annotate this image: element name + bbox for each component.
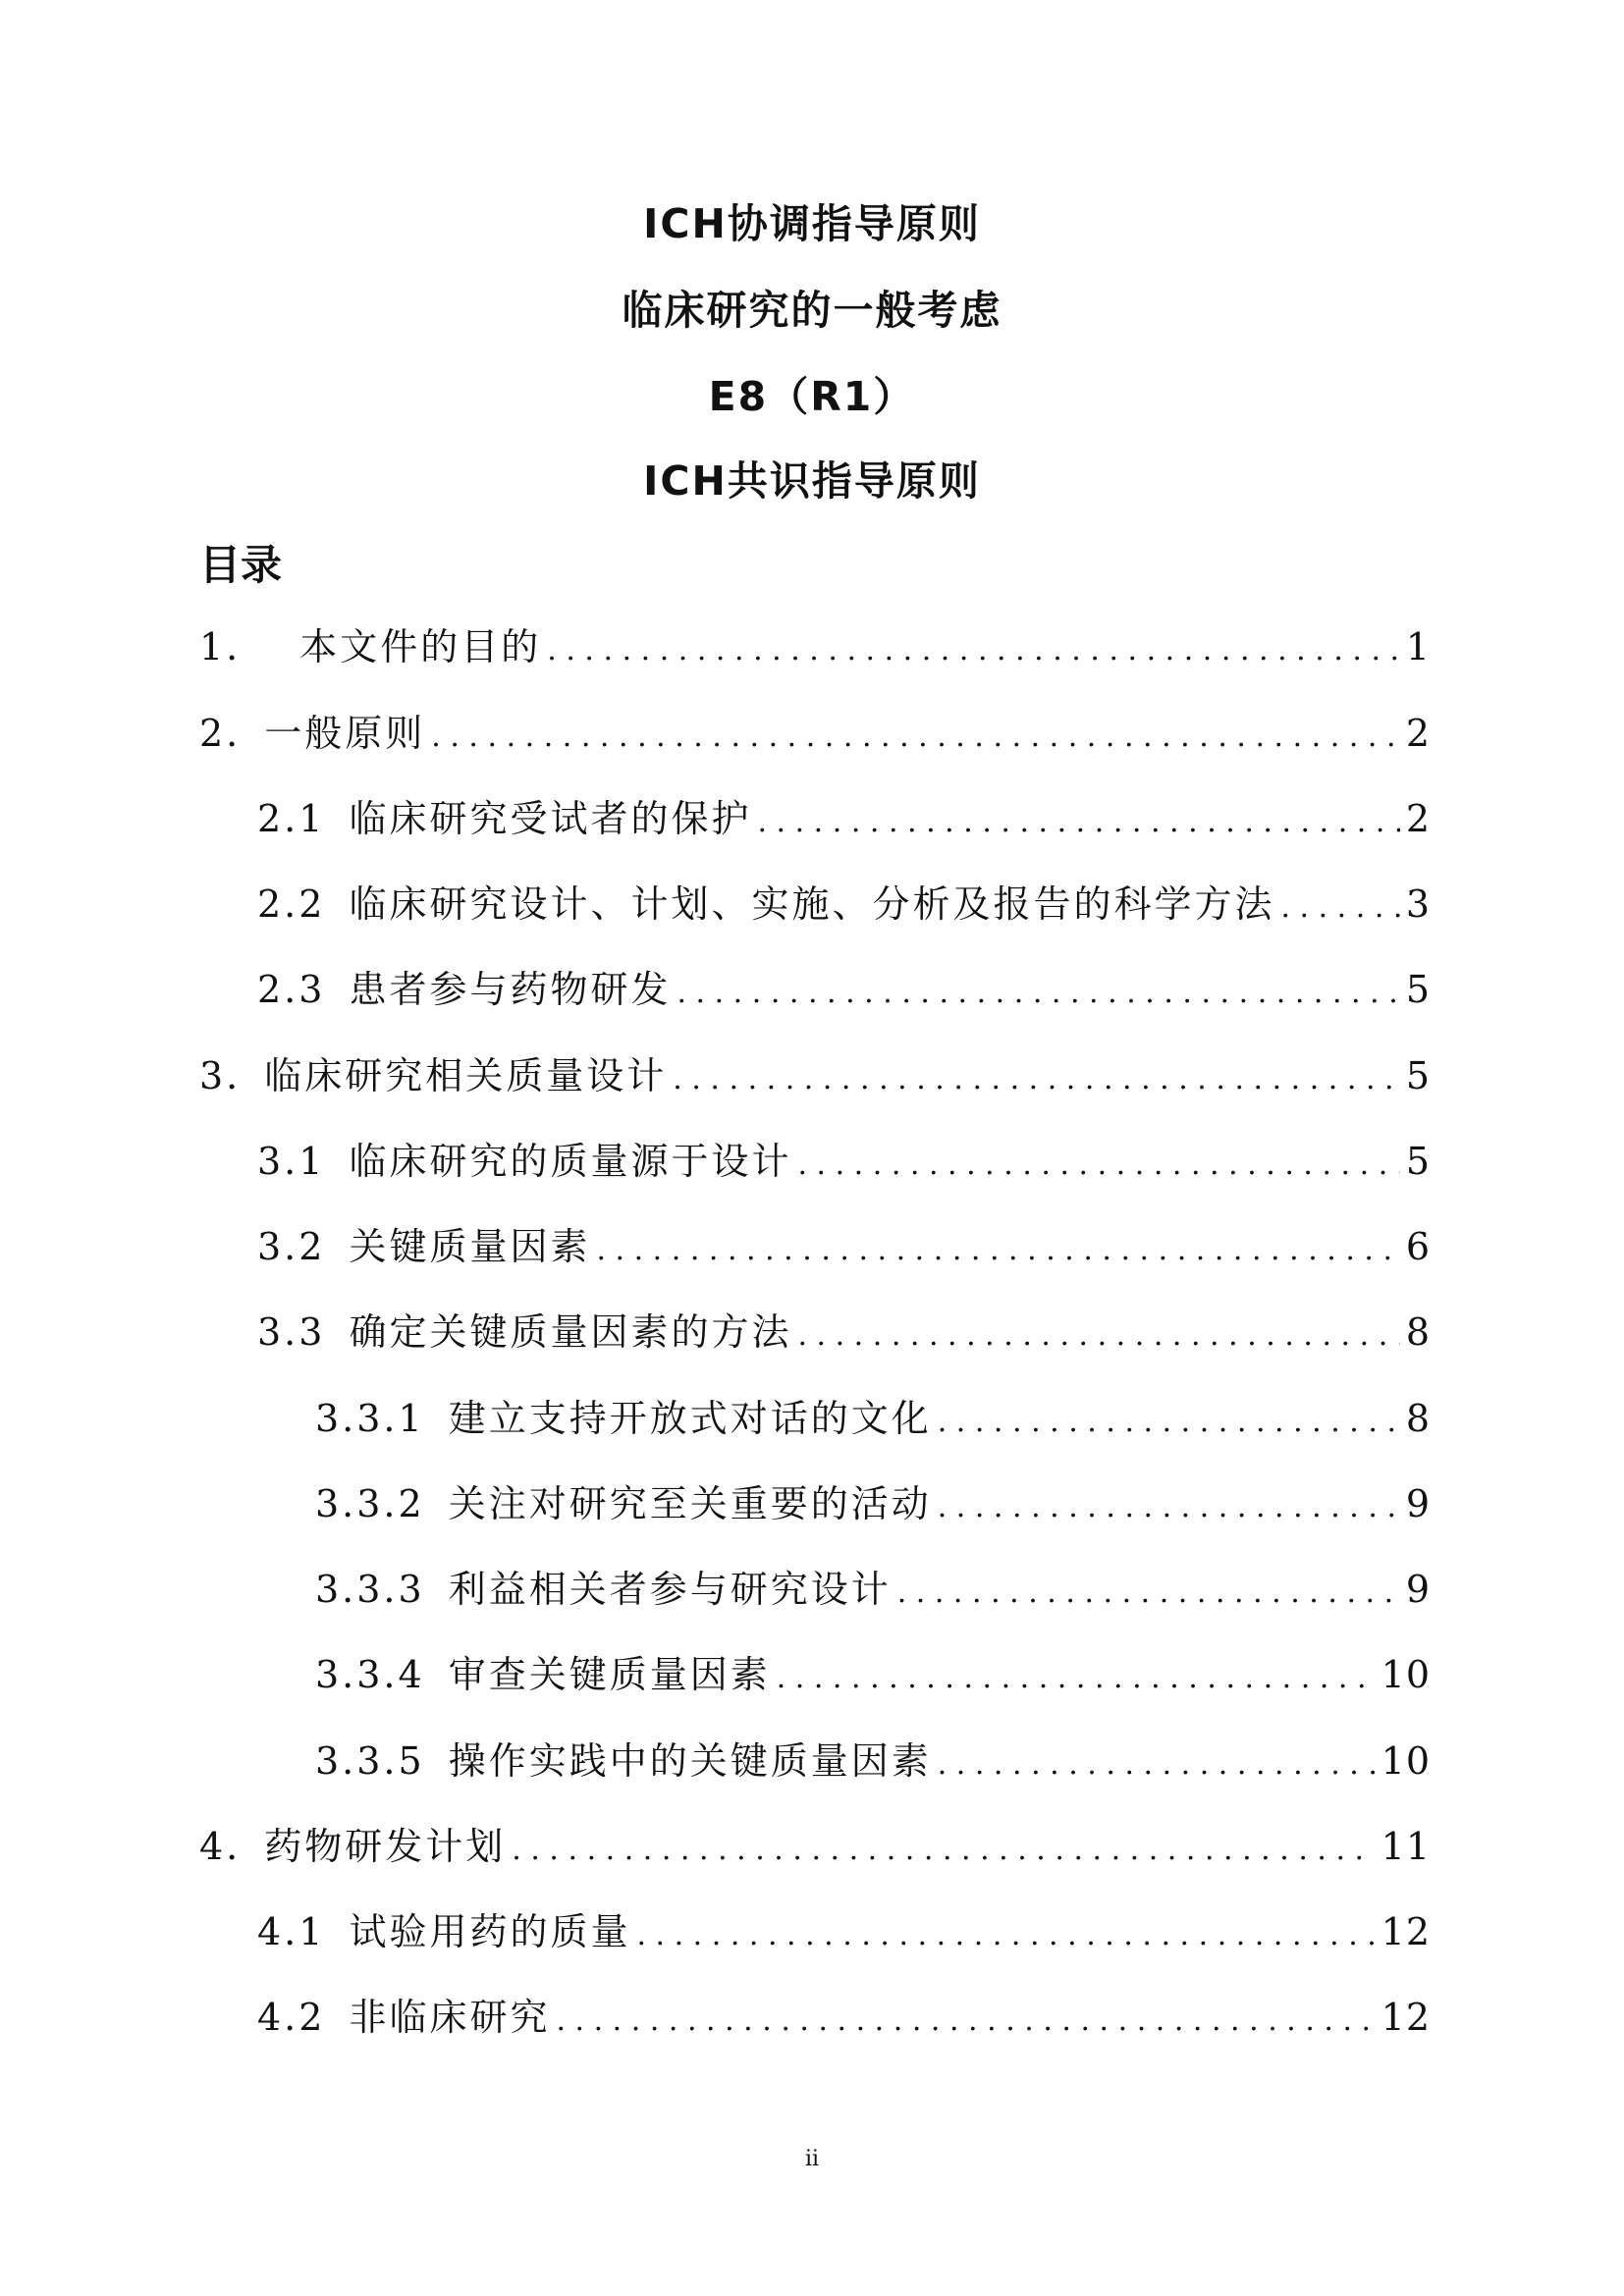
toc-entry[interactable] <box>257 1905 1431 1958</box>
toc-entry-text: 临床研究的质量源于设计 <box>349 1140 792 1183</box>
toc-entry[interactable] <box>257 1135 1431 1188</box>
toc-entry[interactable] <box>315 1392 1431 1445</box>
toc-entry-number: 3.3.1 <box>315 1397 425 1440</box>
toc-entry-number: 3.3.3 <box>315 1568 425 1611</box>
toc-entry-page: 3 <box>1405 882 1431 926</box>
toc-entry[interactable] <box>257 878 1431 931</box>
toc-leader-dots <box>673 1049 1400 1106</box>
toc-leader-dots <box>512 1820 1375 1877</box>
toc-entry-number: 2.2 <box>257 882 326 926</box>
doc-title-main: 临床研究的一般考虑 <box>622 287 1002 334</box>
toc-entry[interactable] <box>199 1820 1431 1873</box>
toc-title: 目录 <box>199 541 283 589</box>
toc-entry-number: 2. <box>199 712 242 755</box>
toc-entry[interactable] <box>199 620 1431 673</box>
toc-entry[interactable] <box>315 1563 1431 1616</box>
toc-leader-dots <box>596 1220 1399 1277</box>
toc-entry-number: 3.3.5 <box>315 1739 425 1783</box>
toc-leader-dots <box>547 620 1400 677</box>
toc-leader-dots <box>897 1563 1400 1620</box>
toc-entry-text: 审查关键质量因素 <box>448 1653 771 1696</box>
toc-entry-page: 8 <box>1405 1397 1431 1440</box>
toc-entry-text: 临床研究相关质量设计 <box>264 1054 668 1097</box>
toc-leader-dots <box>757 792 1399 849</box>
toc-entry[interactable] <box>257 963 1431 1016</box>
toc-entry-page: 5 <box>1405 1054 1431 1097</box>
toc-entry-page: 8 <box>1405 1310 1431 1354</box>
toc-entry[interactable] <box>257 1306 1431 1359</box>
toc-entry-text: 试验用药的质量 <box>349 1910 631 1953</box>
toc-entry-text: 临床研究设计、计划、实施、分析及报告的科学方法 <box>349 882 1275 926</box>
toc-entry-number: 3.2 <box>257 1225 326 1268</box>
toc-entry[interactable] <box>257 792 1431 845</box>
toc-entry[interactable] <box>199 707 1431 760</box>
toc-entry-text: 一般原则 <box>264 712 426 755</box>
toc-entry-number: 3.1 <box>257 1140 326 1183</box>
toc-leader-dots <box>938 1392 1400 1449</box>
toc-entry-page: 1 <box>1405 625 1431 668</box>
toc-entry-number: 3. <box>199 1054 242 1097</box>
toc-leader-dots <box>797 1135 1399 1192</box>
toc-entry-number: 4. <box>199 1825 242 1868</box>
toc-entry-page: 12 <box>1380 1910 1431 1953</box>
toc-leader-dots <box>797 1306 1399 1362</box>
toc-entry[interactable] <box>199 1049 1431 1102</box>
toc-entry-text: 确定关键质量因素的方法 <box>349 1310 792 1354</box>
toc-leader-dots <box>636 1905 1375 1962</box>
toc-entry-number: 3.3.4 <box>315 1653 425 1696</box>
toc-entry-page: 9 <box>1405 1482 1431 1525</box>
page-number: ii <box>804 2147 820 2171</box>
toc-entry-page: 9 <box>1405 1568 1431 1611</box>
toc-entry-page: 10 <box>1380 1739 1431 1783</box>
doc-title-code: E8（R1） <box>708 373 916 420</box>
toc-entry-text: 关键质量因素 <box>349 1225 591 1268</box>
toc-entry-page: 2 <box>1405 797 1431 840</box>
doc-title-guideline: ICH协调指导原则 <box>643 200 981 247</box>
toc-entry[interactable] <box>257 1220 1431 1273</box>
toc-entry[interactable] <box>315 1648 1431 1701</box>
toc-entry-text: 临床研究受试者的保护 <box>349 797 752 840</box>
toc-entry-text: 利益相关者参与研究设计 <box>448 1568 892 1611</box>
toc-entry[interactable] <box>315 1735 1431 1788</box>
toc-entry[interactable] <box>315 1477 1431 1530</box>
toc-entry-page: 2 <box>1405 712 1431 755</box>
toc-entry-text: 关注对研究至关重要的活动 <box>448 1482 932 1525</box>
doc-title-consensus: ICH共识指导原则 <box>643 457 981 505</box>
toc-entry-text: 非临床研究 <box>349 1996 551 2039</box>
toc-leader-dots <box>938 1477 1400 1534</box>
toc-entry-number: 4.2 <box>257 1996 326 2039</box>
toc-entry-text: 操作实践中的关键质量因素 <box>448 1739 932 1783</box>
toc-entry-text: 药物研发计划 <box>264 1825 507 1868</box>
toc-entry-page: 5 <box>1405 968 1431 1011</box>
toc-entry-page: 10 <box>1380 1653 1431 1696</box>
toc-entry-number: 2.1 <box>257 797 326 840</box>
toc-entry-number: 3.3.2 <box>315 1482 425 1525</box>
toc-entry-number: 3.3 <box>257 1310 326 1354</box>
toc-entry-page: 11 <box>1380 1825 1431 1868</box>
toc-leader-dots <box>431 707 1400 764</box>
toc-entry-number: 4.1 <box>257 1910 326 1953</box>
toc-leader-dots <box>677 963 1399 1020</box>
toc-entry-number: 1. <box>199 625 242 668</box>
toc-entry-page: 6 <box>1405 1225 1431 1268</box>
toc-entry-number: 2.3 <box>257 968 326 1011</box>
toc-entry-text: 本文件的目的 <box>299 625 542 668</box>
toc-leader-dots <box>556 1991 1375 2048</box>
toc-entry-page: 5 <box>1405 1140 1431 1183</box>
toc-entry[interactable] <box>257 1991 1431 2044</box>
toc-leader-dots <box>938 1735 1376 1791</box>
toc-entry-page: 12 <box>1380 1996 1431 2039</box>
toc-leader-dots <box>1280 878 1399 934</box>
toc-entry-text: 患者参与药物研发 <box>349 968 672 1011</box>
toc-leader-dots <box>777 1648 1376 1705</box>
toc-entry-text: 建立支持开放式对话的文化 <box>448 1397 932 1440</box>
